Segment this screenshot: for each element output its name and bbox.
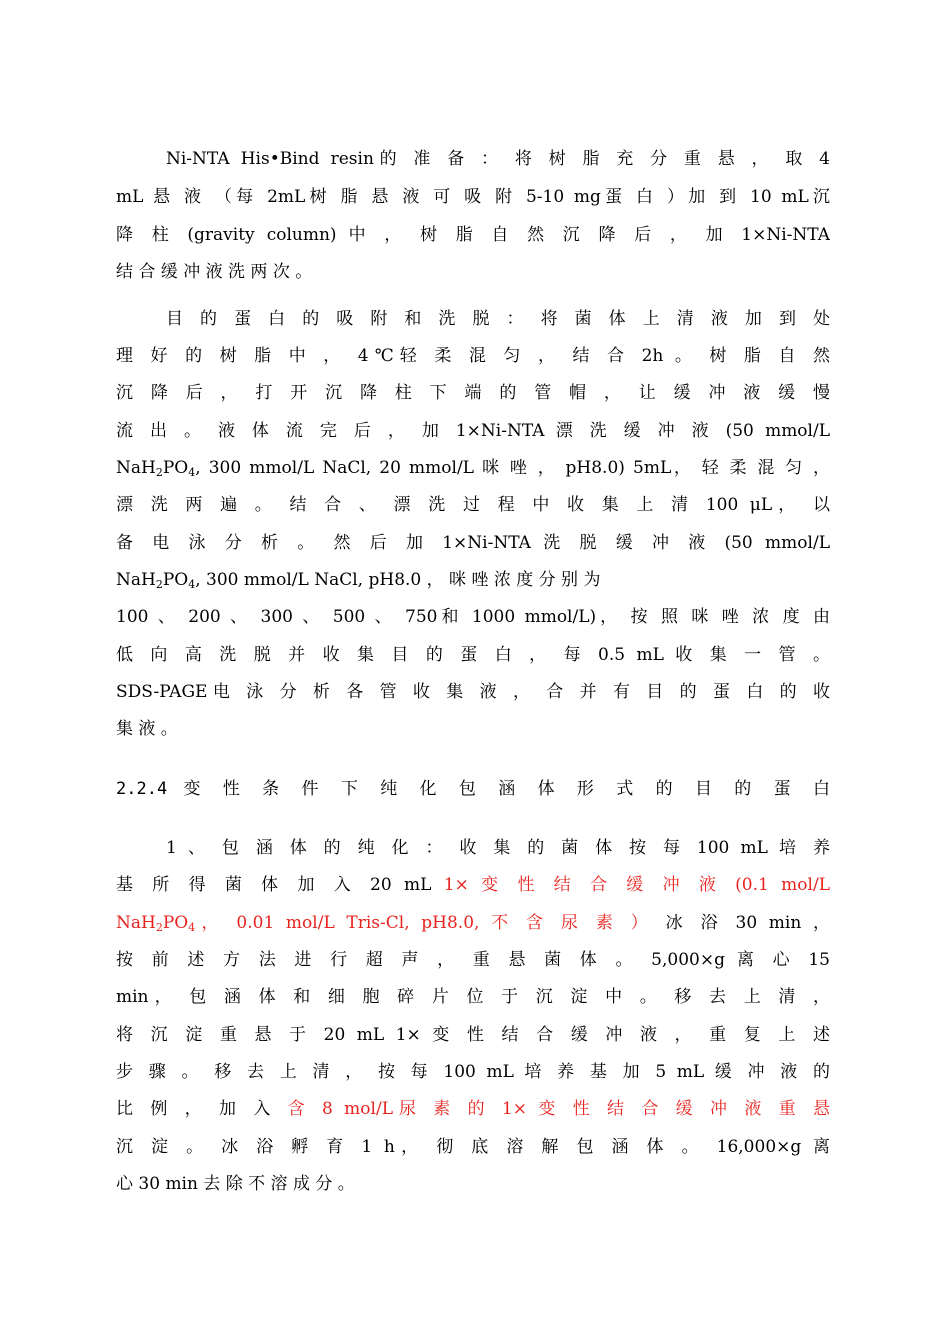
text-line: 按 前 述 方 法 进 行 超 声 ， 重 悬 菌 体 。 5,000×g 离 心 15	[116, 950, 830, 970]
text-fragment: NaH	[116, 570, 156, 590]
subscript: 4	[188, 578, 196, 591]
highlighted-text: 含 8 mol/L尿 素 的 1× 变 性 结 合 缓 冲 液 重 悬	[287, 1099, 830, 1119]
text-fragment: , 300 mmol/L NaCl, pH8.0 ， 咪 唑 浓 度 分 别 为	[195, 570, 601, 590]
highlighted-text	[116, 913, 654, 933]
text-fragment: 比 例 ， 加 入	[116, 1099, 288, 1119]
text-line: 结 合 缓 冲 液 洗 两 次 。	[116, 262, 313, 282]
text-line: 流 出 。 液 体 流 完 后 ， 加 1×Ni-NTA 漂 洗 缓 冲 液 (50 mmol/L	[116, 421, 830, 441]
subscript: 4	[188, 466, 196, 479]
text-line: 理 好 的 树 脂 中 ， 4℃轻 柔 混 匀 ， 结 合 2h 。 树 脂 自 然	[116, 346, 830, 366]
text-line: 备 电 泳 分 析 。 然 后 加 1×Ni-NTA 洗 脱 缓 冲 液 (50 mmol/L	[116, 533, 830, 553]
text-line	[116, 870, 830, 900]
text-line: 沉 淀 。 冰 浴 孵 育 1 h， 彻 底 溶 解 包 涵 体 。 16,000×g 离	[116, 1137, 830, 1157]
text-line: 目 的 蛋 白 的 吸 附 和 洗 脱 ： 将 菌 体 上 清 液 加 到 处	[166, 309, 830, 329]
text-line: 100 、 200 、 300 、 500 、 750和 1000 mmol/L)， 按 照 咪 唑 浓 度 由	[116, 607, 830, 627]
text-line	[116, 453, 830, 483]
text-line	[116, 908, 830, 938]
text-fragment: , 300 mmol/L NaCl, 20 mmol/L 咪 唑 ， pH8.0) 5mL， 轻 柔 混 匀 ，	[195, 458, 830, 478]
subscript: 2	[155, 466, 163, 479]
text-fragment: PO	[162, 458, 189, 478]
text-line: 降 柱 (gravity column) 中 ， 树 脂 自 然 沉 降 后 ， 加 1×Ni-NTA	[116, 225, 830, 245]
text-line: SDS-PAGE电 泳 分 析 各 管 收 集 液 ， 合 并 有 目 的 蛋 白 的 收	[116, 682, 830, 702]
text-line: 步 骤 。 移 去 上 清 ， 按 每 100 mL 培 养 基 加 5 mL 缓 冲 液 的	[116, 1062, 830, 1082]
text-line: mL 悬 液 （每 2mL树 脂 悬 液 可 吸 附 5-10 mg蛋 白 ）加 到 10 mL沉	[116, 187, 830, 207]
text-fragment: NaH	[116, 458, 156, 478]
text-line: 漂 洗 两 遍 。 结 合 、 漂 洗 过 程 中 收 集 上 清 100 μL， 以	[116, 495, 830, 515]
text-fragment: 冰 浴 30 min ，	[654, 913, 830, 933]
text-line: 低 向 高 洗 脱 并 收 集 目 的 蛋 白 ， 每 0.5 mL 收 集 一 管 。	[116, 645, 830, 665]
text-fragment: PO	[162, 570, 189, 590]
text-line: Ni-NTA His•Bind resin的 准 备 ： 将 树 脂 充 分 重 悬 ， 取 4	[166, 149, 830, 169]
text-fragment: PO	[162, 913, 189, 933]
text-fragment: ， 0.01 mol/L Tris-Cl, pH8.0, 不 含 尿 素 ）	[195, 913, 655, 933]
text-line: 1 、 包 涵 体 的 纯 化 ： 收 集 的 菌 体 按 每 100 mL 培 养	[166, 838, 830, 858]
subscript: 2	[155, 578, 163, 591]
text-line	[116, 1094, 830, 1124]
text-line: min， 包 涵 体 和 细 胞 碎 片 位 于 沉 淀 中 。 移 去 上 清 ，	[116, 987, 830, 1007]
subscript: 2	[155, 921, 163, 934]
text-line: 心 30 min 去 除 不 溶 成 分 。	[116, 1174, 355, 1194]
text-line: 集 液 。	[116, 719, 178, 739]
highlighted-text: 1× 变 性 结 合 缓 冲 液 (0.1 mol/L	[443, 875, 830, 895]
section-heading: 2.2.4 变 性 条 件 下 纯 化 包 涵 体 形 式 的 目 的 蛋 白	[116, 779, 830, 799]
subscript: 4	[188, 921, 196, 934]
text-fragment: NaH	[116, 913, 156, 933]
text-line: 沉 降 后 ， 打 开 沉 降 柱 下 端 的 管 帽 ， 让 缓 冲 液 缓 慢	[116, 383, 830, 403]
text-fragment: 基 所 得 菌 体 加 入 20 mL	[116, 875, 444, 895]
text-line: 将 沉 淀 重 悬 于 20 mL 1× 变 性 结 合 缓 冲 液 ， 重 复 上 述	[116, 1025, 830, 1045]
text-line	[116, 565, 830, 595]
